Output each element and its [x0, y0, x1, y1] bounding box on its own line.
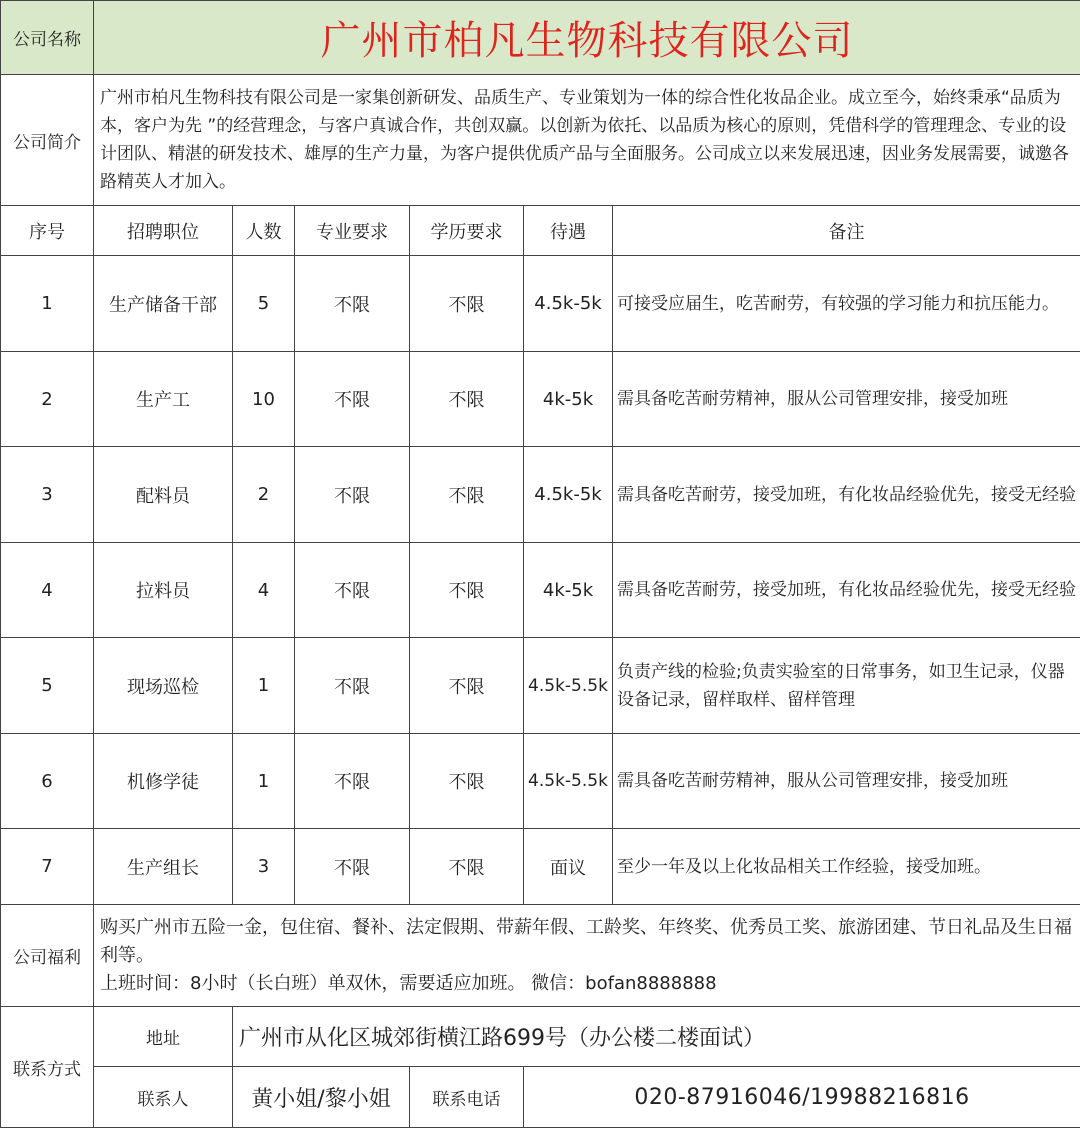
header-note: 备注: [613, 206, 1080, 256]
header-count: 人数: [233, 206, 295, 256]
job-count: 1: [233, 734, 295, 829]
header-major: 专业要求: [295, 206, 410, 256]
job-major: 不限: [295, 447, 410, 543]
header-pay: 待遇: [524, 206, 613, 256]
job-edu: 不限: [410, 638, 524, 734]
company-intro-text: 广州市柏凡生物科技有限公司是一家集创新研发、品质生产、专业策划为一体的综合性化妆品企业。成立至今，始终秉承“品质为本，客户为先 ”的经营理念，与客户真诚合作，共创双赢。以创新为依托、以品质为核心的原则，凭借科学的管理理念、专业的设计团队、精湛的研发技术、雄厚的生产力量，为客户提供优质产品与全面服务。公司成立以来发展迅速，因业务发展需要，诚邀各路精英人才加入。: [94, 75, 1080, 206]
job-edu: 不限: [410, 352, 524, 447]
welfare-label: 公司福利: [1, 905, 94, 1007]
job-major: 不限: [295, 638, 410, 734]
job-major: 不限: [295, 256, 410, 352]
job-pay: 面议: [524, 829, 613, 905]
job-count: 5: [233, 256, 295, 352]
table-row: [1, 638, 1080, 734]
job-pay: 4.5k-5.5k: [524, 638, 613, 734]
job-edu: 不限: [410, 543, 524, 638]
job-pay: 4k-5k: [524, 352, 613, 447]
job-major: 不限: [295, 734, 410, 829]
contact-address-row: [1, 1007, 1080, 1067]
job-title: 生产工: [94, 352, 233, 447]
job-count: 2: [233, 447, 295, 543]
phone-value: 020-87916046/19988216816: [524, 1067, 1080, 1128]
contact-label: 联系方式: [1, 1007, 94, 1128]
company-intro-row: [1, 75, 1080, 206]
welfare-text: [94, 905, 1080, 1007]
job-count: 3: [233, 829, 295, 905]
job-title: 机修学徒: [94, 734, 233, 829]
job-note: 需具备吃苦耐劳，接受加班，有化妆品经验优先，接受无经验: [613, 543, 1080, 638]
job-title: 配料员: [94, 447, 233, 543]
table-row: [1, 447, 1080, 543]
address-value: 广州市从化区城郊街横江路699号（办公楼二楼面试）: [233, 1007, 1080, 1067]
table-row: [1, 256, 1080, 352]
job-no: 7: [1, 829, 94, 905]
welfare-line-1: 购买广州市五险一金，包住宿、餐补、法定假期、带薪年假、工龄奖、年终奖、优秀员工奖、旅游团建、节日礼品及生日福利等。: [100, 914, 1074, 970]
header-edu: 学历要求: [410, 206, 524, 256]
table-row: [1, 352, 1080, 447]
job-major: 不限: [295, 352, 410, 447]
job-pay: 4.5k-5k: [524, 447, 613, 543]
table-header-row: [1, 206, 1080, 256]
job-edu: 不限: [410, 829, 524, 905]
job-note: 可接受应届生，吃苦耐劳，有较强的学习能力和抗压能力。: [613, 256, 1080, 352]
job-no: 3: [1, 447, 94, 543]
job-count: 10: [233, 352, 295, 447]
person-value: 黄小姐/黎小姐: [233, 1067, 410, 1128]
job-pay: 4k-5k: [524, 543, 613, 638]
company-name: 广州市柏凡生物科技有限公司: [94, 1, 1080, 75]
welfare-row: [1, 905, 1080, 1007]
job-note: 需具备吃苦耐劳精神，服从公司管理安排，接受加班: [613, 352, 1080, 447]
company-name-label: 公司名称: [1, 1, 94, 75]
company-intro-label: 公司简介: [1, 75, 94, 206]
job-no: 6: [1, 734, 94, 829]
table-row: [1, 734, 1080, 829]
job-note: 需具备吃苦耐劳精神，服从公司管理安排，接受加班: [613, 734, 1080, 829]
job-major: 不限: [295, 829, 410, 905]
job-title: 拉料员: [94, 543, 233, 638]
job-edu: 不限: [410, 256, 524, 352]
job-edu: 不限: [410, 447, 524, 543]
company-name-row: [1, 1, 1080, 75]
job-pay: 4.5k-5k: [524, 256, 613, 352]
header-no: 序号: [1, 206, 94, 256]
header-title: 招聘职位: [94, 206, 233, 256]
job-note: 需具备吃苦耐劳，接受加班，有化妆品经验优先，接受无经验: [613, 447, 1080, 543]
phone-label: 联系电话: [410, 1067, 524, 1128]
job-no: 5: [1, 638, 94, 734]
person-label: 联系人: [94, 1067, 233, 1128]
job-note: 负责产线的检验;负责实验室的日常事务，如卫生记录，仪器设备记录，留样取样、留样管理: [613, 638, 1080, 734]
job-note: 至少一年及以上化妆品相关工作经验，接受加班。: [613, 829, 1080, 905]
contact-person-row: [1, 1067, 1080, 1128]
job-major: 不限: [295, 543, 410, 638]
table-row: [1, 829, 1080, 905]
table-row: [1, 543, 1080, 638]
job-no: 2: [1, 352, 94, 447]
job-pay: 4.5k-5.5k: [524, 734, 613, 829]
address-label: 地址: [94, 1007, 233, 1067]
job-count: 1: [233, 638, 295, 734]
job-title: 生产储备干部: [94, 256, 233, 352]
job-no: 1: [1, 256, 94, 352]
job-no: 4: [1, 543, 94, 638]
job-edu: 不限: [410, 734, 524, 829]
job-count: 4: [233, 543, 295, 638]
job-title: 现场巡检: [94, 638, 233, 734]
job-title: 生产组长: [94, 829, 233, 905]
welfare-line-2: 上班时间：8小时（长白班）单双休，需要适应加班。 微信：bofan8888888: [100, 970, 1074, 998]
